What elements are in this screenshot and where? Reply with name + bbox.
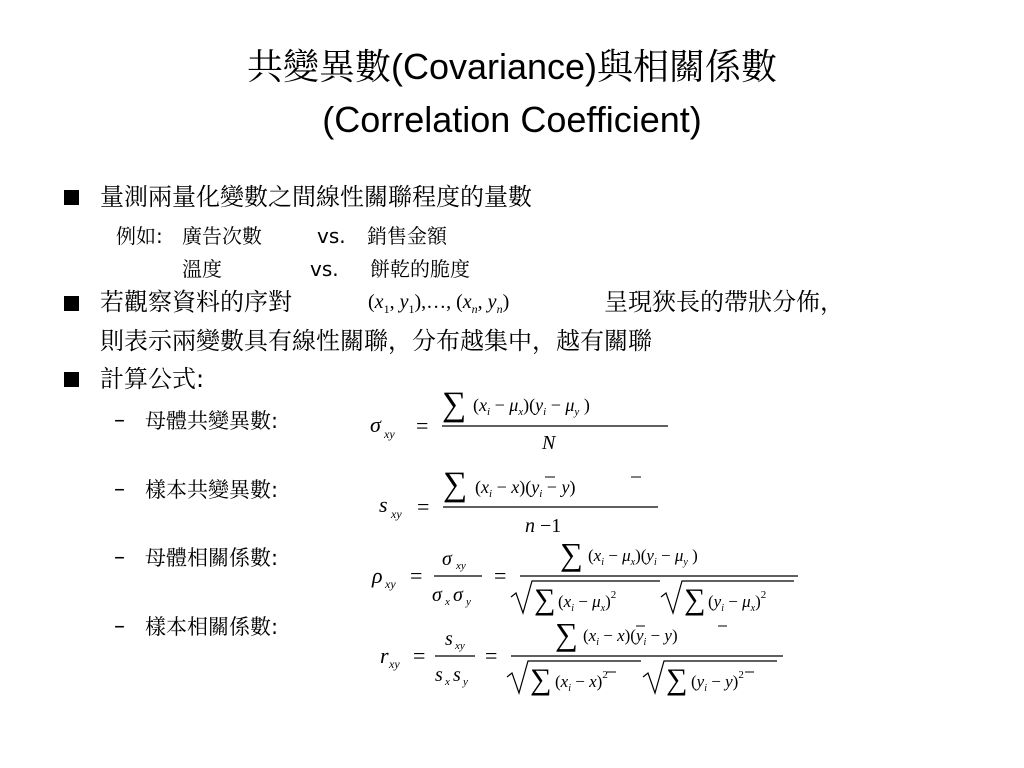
population-correlation-formula	[370, 535, 810, 620]
svg-text:=: =	[413, 643, 426, 668]
example-1-right: 銷售金額	[367, 224, 447, 248]
svg-text:(xi − x)(yi − y): $(x_i - x)(y_i - y)$	[475, 477, 576, 500]
svg-text:s: s	[435, 664, 443, 686]
svg-text:x: x	[445, 596, 450, 608]
sub-item-1-label: 母體共變異數:	[145, 409, 279, 433]
svg-text:xy: xy	[384, 427, 395, 441]
svg-text:∑: ∑	[666, 663, 688, 696]
svg-text:x: x	[445, 676, 450, 688]
svg-text:(xi − x)(yi − y): $(x_i - x)(y_i - y)$	[583, 626, 678, 648]
sample-correlation-formula	[375, 615, 795, 700]
svg-text:(yi − y)2: $(y_i - y)^2$	[691, 669, 744, 694]
svg-text:σ: σ	[453, 584, 463, 606]
svg-text:(xi − μx)(yi − μy ): $(x_i - \mu_x)(y_i - \mu_y$ )	[588, 546, 698, 568]
svg-text:xy: xy	[389, 657, 400, 671]
svg-text:n −1: n −1	[525, 515, 562, 537]
svg-text:=: =	[417, 494, 430, 519]
svg-text:=: =	[416, 413, 429, 438]
svg-text:=: =	[410, 563, 423, 588]
svg-text:ρ: ρ	[372, 563, 383, 588]
svg-text:(xi − x)2: $(x_i - x)^2$	[555, 669, 608, 694]
svg-text:s: s	[453, 664, 461, 686]
bullet-square-icon	[64, 372, 79, 387]
example-1-vs: vs.	[317, 224, 346, 248]
svg-text:σ: σ	[442, 548, 452, 570]
example-2-vs: vs.	[310, 257, 339, 281]
svg-text:(xi − μx)2: $(x_i - \mu_x)^2$	[558, 589, 617, 614]
svg-text:r: r	[380, 643, 389, 668]
svg-text:N: N	[542, 432, 556, 454]
bullet-2-text-before: 若觀察資料的序對	[100, 288, 292, 316]
svg-text:=: =	[494, 563, 507, 588]
svg-text:xy: xy	[391, 507, 402, 521]
slide-title	[0, 40, 1024, 146]
bullet-square-icon	[64, 190, 79, 205]
sub-item-3-label: 母體相關係數:	[145, 546, 279, 570]
svg-text:(x1, y1),…, (xn, yn): ($x_1$, $y_1),\dots$, ($x_n$, $y_n$)	[368, 291, 510, 316]
dash-2: –	[114, 477, 125, 502]
svg-text:∑: ∑	[555, 616, 578, 652]
example-1-prefix: 例如:	[116, 224, 163, 248]
svg-text:s: s	[445, 628, 453, 650]
svg-text:∑: ∑	[684, 583, 706, 616]
bullet-square-icon	[64, 296, 79, 311]
bullet-2-text-after: 呈現狹長的帶狀分佈，	[604, 288, 844, 316]
svg-text:y: y	[463, 676, 468, 688]
svg-text:(yi − μx)2: $(y_i - \mu_x)^2$	[708, 589, 767, 614]
bullet-3-text: 計算公式:	[100, 365, 205, 393]
svg-text:∑: ∑	[534, 583, 556, 616]
svg-text:σ: σ	[432, 584, 442, 606]
svg-text:y: y	[466, 596, 471, 608]
example-2-right: 餅乾的脆度	[370, 257, 470, 281]
svg-text:∑: ∑	[560, 536, 583, 572]
svg-text:∑: ∑	[443, 466, 468, 503]
dash-4: –	[114, 614, 125, 639]
sample-covariance-formula	[375, 460, 675, 540]
svg-text:xy: xy	[455, 640, 465, 652]
bullet-2-line-2: 則表示兩變數具有線性關聯，分布越集中，越有關聯	[100, 327, 652, 355]
svg-text:σ: σ	[370, 412, 381, 437]
svg-text:∑: ∑	[530, 663, 552, 696]
title-line-1: 共變異數(Covariance)與相關係數	[246, 46, 778, 87]
svg-text:=: =	[485, 643, 498, 668]
svg-text:xy: xy	[385, 577, 396, 591]
dash-3: –	[114, 545, 125, 570]
example-2-left: 溫度	[182, 257, 222, 281]
bullet-1-text: 量測兩量化變數之間線性關聯程度的量數	[100, 183, 532, 211]
svg-text:s: s	[379, 492, 388, 517]
title-line-2: (Correlation Coefficient)	[322, 99, 702, 140]
sub-item-4-label: 樣本相關係數:	[145, 615, 279, 639]
sub-item-2-label: 樣本共變異數:	[145, 478, 279, 502]
example-1-left: 廣告次數	[182, 224, 262, 248]
population-covariance-formula	[370, 385, 680, 460]
svg-text:xy: xy	[456, 560, 466, 572]
dash-1: –	[114, 408, 125, 433]
svg-text:(xi − μx)(yi − μy ): $(x_i - \mu_x)(y_i - \mu_y$ )	[473, 395, 590, 418]
pairs-formula	[368, 286, 604, 320]
svg-text:∑: ∑	[442, 386, 467, 423]
